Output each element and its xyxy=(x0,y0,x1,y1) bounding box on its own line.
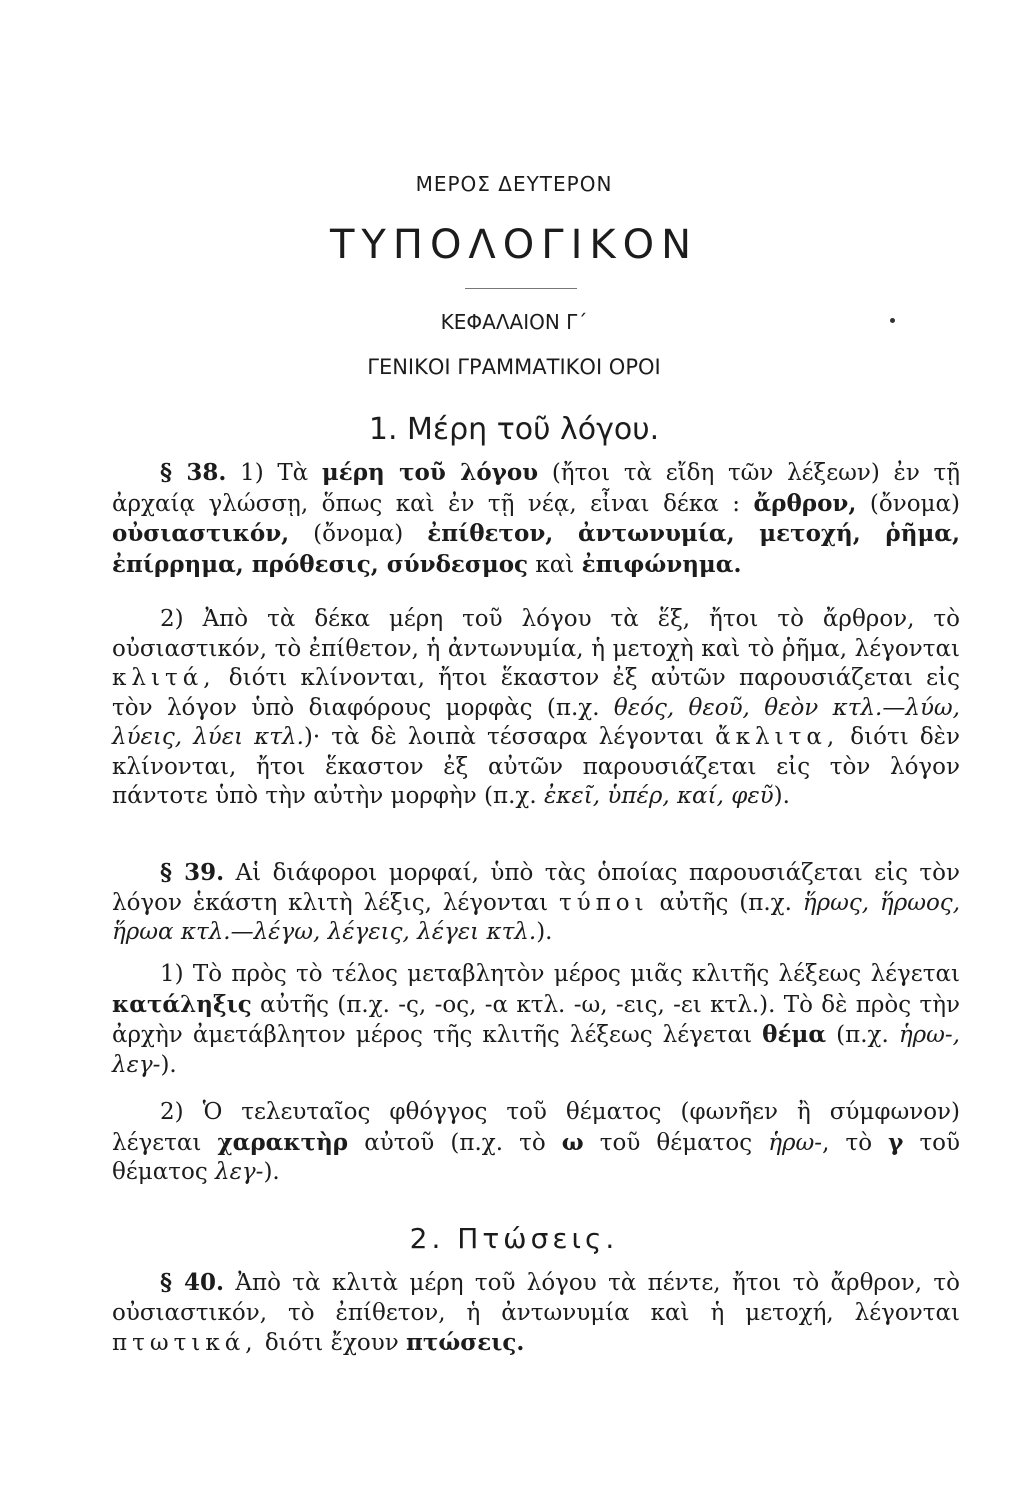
text-run: (π.χ. xyxy=(826,1022,899,1048)
paragraph-39-2 xyxy=(112,1098,960,1188)
paragraph-40 xyxy=(112,1268,960,1359)
paragraph-38-1 xyxy=(112,458,960,580)
section-heading-2: 2. Πτώσεις. xyxy=(409,1222,619,1255)
term-bold: ἄρθρον, xyxy=(753,489,857,517)
paragraph-38-2 xyxy=(112,605,960,812)
text-run: 1) Τὰ xyxy=(226,460,322,486)
term-spaced: κλιτά, xyxy=(112,665,216,691)
example-italic: λεγ- xyxy=(215,1159,264,1185)
text-run: τοῦ θέματος xyxy=(112,1129,960,1185)
text-run: ). xyxy=(160,1051,177,1078)
text-run: )· τὰ δὲ λοιπὰ τέσσαρα λέγονται xyxy=(303,724,716,750)
term-spaced: τύποι xyxy=(558,889,649,916)
term-spaced: ἄκλιτα, xyxy=(715,724,840,750)
text-run: 1) Τὸ πρὸς τὸ τέλος μεταβλητὸν μέρος μιᾶς κλιτῆς λέξεως λέγεται xyxy=(160,961,960,987)
ink-speck xyxy=(890,318,895,323)
example-italic: ἡρω- xyxy=(768,1129,823,1156)
text-run: καὶ xyxy=(528,551,582,578)
text-run: διότι κλίνονται, ἤτοι ἕκαστον ἐξ αὐτῶν παρουσιάζεται εἰς τὸν λόγον ὑπὸ διαφόρους μορφὰς (π.χ. xyxy=(112,665,960,721)
text-run: (ἤτοι τὰ εἴδη τῶν λέξεων) ἐν τῇ ἀρχαίᾳ γλώσσῃ, ὅπως καὶ ἐν τῇ νέᾳ, εἶναι δέκα : xyxy=(112,460,960,517)
text-run: αὐτοῦ (π.χ. τὸ xyxy=(348,1129,562,1156)
text-run: διότι ἔχουν xyxy=(257,1330,407,1356)
example-italic: ἐκεῖ, ὑπέρ, καί, φεῦ xyxy=(543,783,774,809)
text-run: (ὄνομα) xyxy=(856,490,960,517)
text-run: Ἀπὸ τὰ κλιτὰ μέρη τοῦ λόγου τὰ πέντε, ἤτοι τὸ ἄρθρον, τὸ οὐσιαστικόν, τὸ ἐπίθετον, ἡ ἀντωνυμία καὶ ἡ μετοχή, λέγονται xyxy=(112,1270,960,1326)
text-run: (ὄνομα) xyxy=(289,521,428,547)
term-bold: θέμα xyxy=(762,1021,827,1048)
text-run: , τὸ xyxy=(822,1129,889,1156)
example-italic: ἥρως, ἥρωος, ἥρωα κτλ.—λέγω, λέγεις, λέγει κτλ. xyxy=(112,889,961,945)
term-bold: ἐπιφώνημα. xyxy=(581,550,742,578)
term-bold: ἐπίθετον, ἀντωνυμία, μετοχή, ῥῆμα, ἐπίρρημα, πρόθεσις, σύνδεσμος xyxy=(112,520,960,578)
paragraph-39-1 xyxy=(112,960,960,1080)
example-italic: θεός, θεοῦ, θεὸν κτλ.—λύω, λύεις, λύει κτλ. xyxy=(112,694,960,750)
text-run: 2) Ὁ τελευταῖος φθόγγος τοῦ θέματος (φωνῆεν ἢ σύμφωνον) λέγεται xyxy=(112,1099,960,1156)
term-spaced: πτωτικά, xyxy=(112,1330,258,1356)
section-number: § 39. xyxy=(160,859,225,886)
text-run: ). xyxy=(263,1159,280,1185)
main-title: ΤΥΠΟΛΟΓΙΚΟΝ xyxy=(330,222,698,268)
title-divider xyxy=(465,288,577,289)
section-number: § 38. xyxy=(160,459,227,486)
example-italic: ἡρω-, λεγ- xyxy=(112,1022,960,1078)
text-run: αὐτῆς (π.χ. xyxy=(648,889,803,916)
term-bold: ω xyxy=(561,1128,584,1156)
term-bold: πτώσεις. xyxy=(406,1329,525,1356)
chapter-title: ΓΕΝΙΚΟΙ ΓΡΑΜΜΑΤΙΚΟΙ ΟΡΟΙ xyxy=(367,355,661,379)
text-run: διότι δὲν κλίνονται, ἤτοι ἕκαστον ἐξ αὐτῶν παρουσιάζεται εἰς τὸν λόγον πάντοτε ὑπὸ τὴν αὐτὴν μορφὴν (π.χ. xyxy=(112,724,960,809)
text-run: Αἱ διάφοροι μορφαί, ὑπὸ τὰς ὁποίας παρουσιάζεται εἰς τὸν λόγον ἑκάστη κλιτὴ λέξις, λέγονται xyxy=(112,860,960,916)
term-bold: γ xyxy=(888,1128,904,1156)
section-heading-1: 1. Μέρη τοῦ λόγου. xyxy=(368,412,660,447)
text-run: ). xyxy=(536,919,553,945)
term-bold: κατάληξις xyxy=(112,990,252,1018)
text-run: 2) Ἀπὸ τὰ δέκα μέρη τοῦ λόγου τὰ ἕξ, ἤτοι τὸ ἄρθρον, τὸ οὐσιαστικόν, τὸ ἐπίθετον, ἡ ἀντωνυμία, ἡ μετοχὴ καὶ τὸ ῥῆμα, λέγονται xyxy=(112,606,960,662)
term-bold: μέρη τοῦ λόγου xyxy=(321,459,539,486)
term-bold: χαρακτὴρ xyxy=(217,1128,349,1156)
text-run: τοῦ θέματος xyxy=(583,1129,769,1156)
section-number: § 40. xyxy=(160,1269,225,1296)
term-bold: οὐσιαστικόν, xyxy=(112,520,290,547)
text-run: ). xyxy=(773,783,790,809)
paragraph-39 xyxy=(112,858,960,948)
text-run: αὐτῆς (π.χ. -ς, -ος, -α κτλ. -ω, -εις, -ει κτλ.). Τὸ δὲ πρὸς τὴν ἀρχὴν ἀμετάβλητον μέρος τῆς κλιτῆς λέξεως λέγεται xyxy=(112,991,960,1048)
part-label: ΜΕΡΟΣ ΔΕΥΤΕΡΟΝ xyxy=(415,172,613,196)
chapter-label: ΚΕΦΑΛΑΙΟΝ Γ΄ xyxy=(440,310,588,334)
